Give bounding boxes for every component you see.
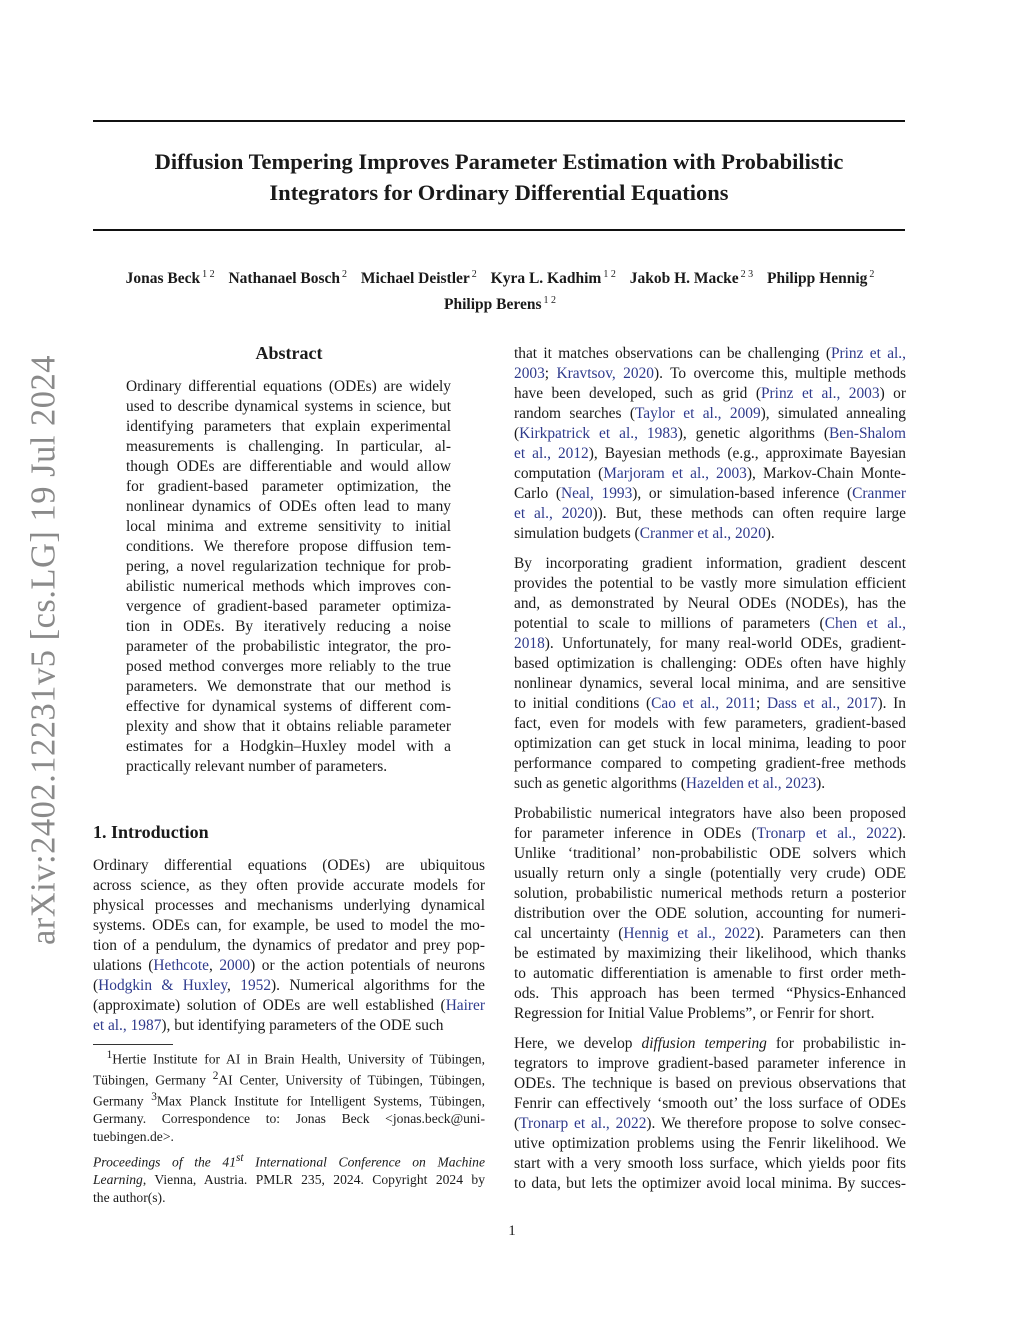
body-paragraph [514, 554, 906, 794]
text: AI Center, University of Tübingen, Tübingen, [218, 1072, 486, 1088]
text: ). In [877, 695, 906, 712]
abstract-line: parameters. We demonstrate that our method is [126, 678, 451, 695]
text: that it matches observations can be challenging ( [514, 345, 831, 362]
abstract-line: abilistic numerical methods which improves con- [126, 578, 451, 595]
body-paragraph [514, 344, 906, 544]
author-name: Michael Deistler [360, 270, 470, 288]
author-affiliation: 1 2 [543, 295, 556, 307]
abstract-line: conditions. We therefore propose diffusion tem- [126, 538, 451, 555]
abstract-line: local minima and extreme sensitivity to initial [126, 518, 451, 535]
author-name: Jonas Beck [125, 270, 201, 288]
text: ), or simulation-based inference ( [632, 485, 853, 502]
text: potential to scale to millions of parameters ( [514, 615, 825, 632]
text-line: to data, but lets the optimizer avoid local minima. By succes- [514, 1175, 906, 1192]
text-line [514, 464, 906, 484]
text: cal uncertainty ( [514, 925, 624, 942]
citation-link[interactable]: Prinz et al., [830, 345, 907, 362]
author [361, 270, 477, 287]
text-line: utive optimization problems using the Fenrir likelihood. We [514, 1135, 906, 1152]
text: ) or [879, 385, 906, 402]
text: ( [514, 1115, 520, 1132]
citation-link[interactable]: Tronarp et al., 2022 [519, 1115, 647, 1132]
text-line [514, 424, 906, 444]
proceedings-line: the author(s). [93, 1189, 166, 1205]
text-line [514, 634, 906, 654]
text: ). [816, 775, 826, 792]
author [767, 270, 874, 287]
author-list [60, 264, 940, 316]
text: ), Markov-Chain Monte- [746, 465, 907, 482]
citation-link[interactable]: et al., 2012 [514, 445, 589, 462]
text-line [514, 774, 906, 794]
text-line [514, 1114, 906, 1134]
text: ), but identifying parameters of the ODE such [161, 1017, 444, 1034]
citation-link[interactable]: Cranmer [852, 485, 907, 502]
paper-title [93, 146, 905, 208]
text-line: distribution over the ODE solution, accounting for numeri- [514, 905, 906, 922]
text: ) or the action potentials of neurons [250, 957, 485, 974]
abstract-line: vergence of gradient-based parameter optimiza- [126, 598, 451, 615]
text: ). Parameters can then [755, 925, 906, 942]
text-line: Probabilistic numerical integrators have also been proposed [514, 805, 906, 822]
text-line: ODEs. The technique is based on previous observations that [514, 1075, 906, 1092]
citation-link[interactable]: Hethcote [153, 957, 209, 974]
citation-link[interactable]: Neal, 1993 [560, 485, 633, 502]
citation-link[interactable]: Tronarp et al., 2022 [756, 825, 898, 842]
abstract-line: measurements is challenging. In particular, al- [126, 438, 451, 455]
text-line [514, 384, 906, 404]
text: ). [897, 825, 906, 842]
footnote-line: Germany. Correspondence to: Jonas Beck <jonas.beck@uni- [93, 1111, 485, 1127]
text-line: Regression for Initial Value Problems”, or Fenrir for short. [514, 1005, 875, 1022]
citation-link[interactable]: Kravtsov, 2020 [556, 365, 654, 382]
text-line [93, 976, 485, 996]
text-line: tion of a pendulum, the dynamics of predator and prey pop- [93, 937, 485, 954]
abstract-line: tion in ODEs. By iteratively reducing a noise [126, 618, 451, 635]
citation-link[interactable]: et al., 2020 [514, 505, 593, 522]
text-line: systems. ODEs can, for example, be used to model the mo- [93, 917, 485, 934]
footnote-rule [93, 1044, 173, 1045]
text: Here, we develop [514, 1035, 642, 1052]
abstract-line: though ODEs are differentiable and would allow [126, 458, 451, 475]
text: ). [765, 525, 775, 542]
text-line: nonlinear dynamics, several local minima, and are sensitive [514, 675, 906, 692]
text-line: solution, probabilistic numerical methods return a posterior [514, 885, 906, 902]
text: , [208, 957, 220, 974]
text-line: Fenrir can effectively ‘smooth out’ the loss surface of ODEs [514, 1095, 906, 1112]
text: , Vienna, Austria. PMLR 235, 2024. Copyright 2024 by [142, 1172, 485, 1188]
text-line [93, 956, 485, 976]
section-heading-introduction: 1. Introduction [93, 822, 209, 842]
text: International Conference on Machine [243, 1154, 486, 1170]
text: Proceedings of the [93, 1154, 223, 1170]
text-line [514, 1034, 906, 1054]
author [126, 270, 215, 287]
text-line [514, 614, 906, 634]
text-line: start with a very smooth loss surface, which yields poor fits [514, 1155, 906, 1172]
text-line: ods. This approach has been termed “Physics-Enhanced [514, 985, 906, 1002]
author-name: Kyra L. Kadhim [490, 270, 602, 288]
author-affiliation: 2 [342, 269, 348, 280]
abstract-line: posed method converges more reliably to the true [126, 658, 451, 675]
text: ), genetic algorithms ( [677, 425, 830, 442]
text: ulations ( [93, 957, 154, 974]
text: simulation budgets ( [514, 525, 640, 542]
title-line-2: Integrators for Ordinary Differential Equations [269, 180, 729, 205]
text: such as genetic algorithms ( [514, 775, 686, 792]
text-line [93, 1016, 485, 1036]
abstract-line: pering, a novel regularization technique for prob- [126, 558, 451, 575]
text: ). Numerical algorithms for the [271, 977, 485, 994]
abstract-line: for gradient-based parameter optimization, the [126, 478, 451, 495]
author [444, 296, 556, 313]
text: Tübingen, Germany [93, 1072, 213, 1088]
abstract-line: estimates for a Hodgkin–Huxley model with a [126, 738, 451, 755]
text: ). We therefore propose to solve consec- [646, 1115, 907, 1132]
citation-link[interactable]: Marjoram et al., 2003 [603, 465, 747, 482]
text-line [514, 484, 906, 504]
abstract-line: effective for dynamical systems of different com- [126, 698, 451, 715]
text-line: across science, as they often provide accurate models for [93, 877, 485, 894]
citation-link[interactable]: et al., 1987 [93, 1017, 162, 1034]
arxiv-identifier: arXiv:2402.12231v5 [cs.LG] 19 Jul 2024 [24, 354, 63, 946]
text: random searches ( [514, 405, 635, 422]
citation-link[interactable]: Hennig et al., 2022 [623, 925, 756, 942]
text-line: be estimated by maximizing their likelihood, which thanks [514, 945, 906, 962]
text-line [514, 344, 906, 364]
text: Carlo ( [514, 485, 561, 502]
text: (approximate) solution of ODEs are well established ( [93, 997, 446, 1014]
author-affiliation: 2 3 [740, 269, 754, 280]
text-line [514, 524, 906, 544]
citation-link[interactable]: Hairer [445, 997, 485, 1014]
text-line: fact, even for models with few parameters, gradient-based [514, 715, 906, 732]
footnote-line: Tübingen, Germany $^2$AI Center, University of Tübingen, Tübingen, [93, 1070, 486, 1088]
intro-paragraph [93, 856, 485, 1036]
footnote-line: tuebingen.de>. [93, 1128, 174, 1144]
text-line [514, 824, 906, 844]
text-line [514, 694, 906, 714]
text: ). Unfortunately, for many real-world ODEs, gradient- [544, 635, 906, 652]
author [228, 270, 347, 287]
title-rule-bottom [93, 229, 905, 231]
text: computation ( [514, 465, 604, 482]
emphasis-text: diffusion tempering [641, 1035, 767, 1052]
author-affiliation: 1 2 [603, 269, 616, 280]
abstract-line: used to describe dynamical systems in science, but [126, 398, 451, 415]
text-line: and, as demonstrated by Neural ODEs (NODEs), has the [514, 595, 906, 612]
citation-link[interactable]: Chen et al., [824, 615, 907, 632]
author-name: Philipp Berens [444, 296, 542, 314]
author-affiliation: 1 2 [202, 269, 215, 280]
footnote-affiliations [93, 1047, 485, 1145]
body-paragraph [514, 1034, 906, 1194]
citation-link[interactable]: Prinz et al., 2003 [760, 385, 880, 402]
text: for parameter inference in ODEs ( [514, 825, 757, 842]
citation-link[interactable]: Ben-Shalom [829, 425, 906, 442]
author-name: Nathanael Bosch [228, 270, 341, 288]
text: Learning [93, 1172, 143, 1188]
title-line-1: Diffusion Tempering Improves Parameter Estimation with Probabilistic [154, 149, 844, 174]
text: ; [756, 695, 767, 712]
text: ( [93, 977, 99, 994]
citation-link[interactable]: Kirkpatrick et al., 1983 [519, 425, 678, 442]
author [630, 270, 753, 287]
citation-link[interactable]: Cranmer et al., 2020 [639, 525, 766, 542]
text-line [93, 996, 485, 1016]
author-affiliation: 2 [869, 269, 875, 280]
abstract-line: practically relevant number of parameters. [126, 758, 388, 775]
text-line [514, 924, 906, 944]
citation-link[interactable]: 2018 [514, 635, 545, 652]
text: Germany [93, 1093, 152, 1109]
author [491, 270, 616, 287]
text-line: physical processes and mechanisms underlying dynamical [93, 897, 485, 914]
footnote-line: $^1$Hertie Institute for AI in Brain Health, University of Tübingen, [106, 1049, 485, 1067]
body-paragraph [514, 804, 906, 1024]
citation-link[interactable]: 2000 [219, 957, 251, 974]
abstract-line: identifying parameters that explain experimental [126, 418, 451, 435]
abstract-body [126, 377, 451, 777]
abstract-line: nonlinear dynamics of ODEs often lead to many [126, 498, 451, 515]
text: , [227, 977, 241, 994]
text: to initial conditions ( [514, 695, 652, 712]
text: st [236, 1152, 244, 1164]
abstract-line: parameter of the probabilistic integrator, the pro- [126, 638, 451, 655]
text: have been developed, such as grid ( [514, 385, 761, 402]
text: ), Bayesian methods (e.g., approximate Bayesian [588, 445, 907, 462]
text: Max Planck Institute for Intelligent Systems, Tübingen, [156, 1093, 485, 1109]
text: for probabilistic in- [766, 1035, 906, 1052]
text-line: tegrators to improve gradient-based parameter inference in [514, 1055, 906, 1072]
text-line: Ordinary differential equations (ODEs) are ubiquitous [93, 857, 485, 874]
abstract-line: Ordinary differential equations (ODEs) are widely [126, 378, 451, 395]
proceedings-note [93, 1150, 485, 1206]
citation-link[interactable]: 1952 [240, 977, 272, 994]
text-line: based optimization is challenging: ODEs often have highly [514, 655, 906, 672]
author-name: Jakob H. Macke [629, 270, 739, 288]
text-line: provides the potential to be vastly more simulation efficient [514, 575, 906, 592]
proceedings-line [93, 1171, 485, 1189]
text-line: By incorporating gradient information, gradient descent [514, 555, 906, 572]
citation-link[interactable]: Cao et al., 2011 [651, 695, 756, 712]
citation-link[interactable]: Hazelden et al., 2023 [685, 775, 817, 792]
text: Hertie Institute for AI in Brain Health, University of Tübingen, [112, 1051, 485, 1067]
author-name: Philipp Hennig [767, 270, 868, 288]
citation-link[interactable]: Taylor et al., 2009 [634, 405, 761, 422]
title-rule-top [93, 120, 905, 122]
text-line: Unlike ‘traditional’ non-probabilistic ODE solvers which [514, 845, 906, 862]
proceedings-line [93, 1150, 485, 1171]
text-line: performance compared to competing gradient-free methods [514, 755, 906, 772]
text: )). But, these methods can often require large [592, 505, 907, 522]
page-number: 1 [508, 1223, 516, 1239]
text: 41 [222, 1154, 237, 1170]
abstract-heading: Abstract [255, 343, 323, 363]
author-affiliation: 2 [471, 269, 477, 280]
text-line: usually return only a single (potentially very crude) ODE [514, 865, 906, 882]
text-line: optimization can get stuck in local minima, leading to poor [514, 735, 906, 752]
text-line [514, 364, 906, 384]
text: ( [514, 425, 520, 442]
abstract-line: plexity and show that it obtains reliable parameter [126, 718, 451, 735]
text: ), simulated annealing [760, 405, 906, 422]
footnote-line: Germany $^3$Max Planck Institute for Intelligent Systems, Tübingen, [93, 1091, 485, 1109]
text-line [514, 404, 906, 424]
citation-link[interactable]: Hodgkin & Huxley [98, 977, 228, 994]
text: ). To overcome this, multiple methods [653, 365, 907, 382]
text: ; [544, 365, 557, 382]
text-line [514, 444, 906, 464]
text-line [514, 504, 906, 524]
citation-link[interactable]: Dass et al., 2017 [766, 695, 878, 712]
text-line: to automatic differentiation is amenable to first order meth- [514, 965, 906, 982]
citation-link[interactable]: 2003 [514, 365, 545, 382]
